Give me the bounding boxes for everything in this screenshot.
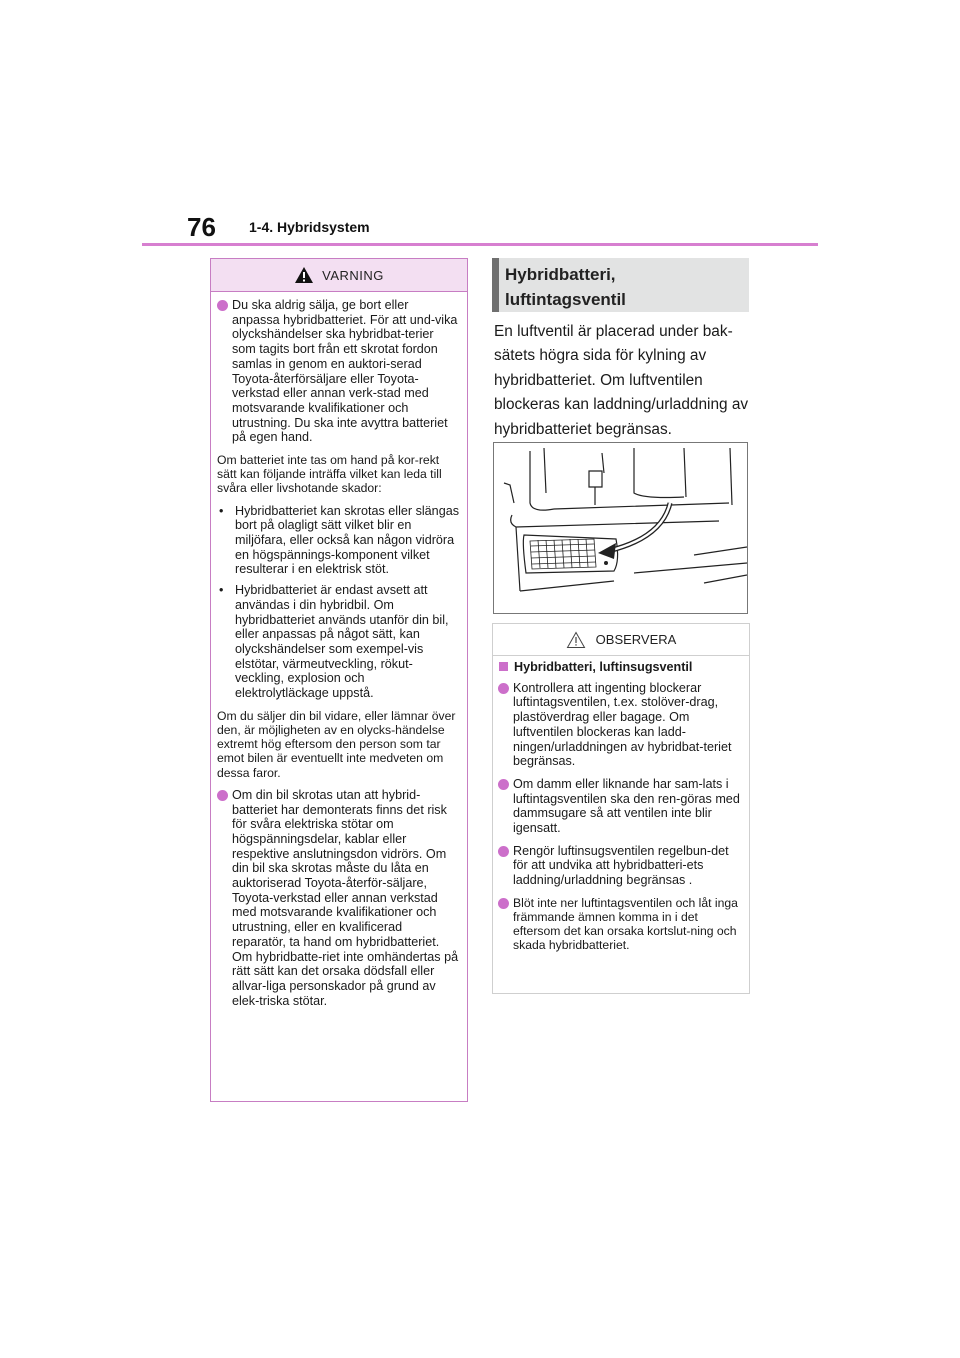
warning-title: VARNING <box>322 267 384 283</box>
rear-seat-vent-drawing <box>494 443 747 613</box>
notice-bullet <box>498 844 741 888</box>
warning-triangle-icon <box>294 266 314 284</box>
notice-bullet-text: Om damm eller liknande har sam-lats i luftintagsventilen ska den ren-göras med dammsugare så att ventilen inte blir igensatt. <box>513 776 740 836</box>
section-heading-line: Hybridbatteri, <box>505 265 616 284</box>
notice-body <box>493 656 749 953</box>
list-bullet-mark: • <box>219 583 224 598</box>
warning-box <box>210 258 468 1102</box>
list-item <box>217 583 459 701</box>
bullet-dot-icon <box>217 300 228 311</box>
warning-header <box>211 259 467 292</box>
notice-bullet-text: Kontrollera att ingenting blockerar luftintagsventilen, t.ex. stolöver-drag, plastöverdrag eller bagage. Om luftventilen blockeras kan ladd-ningen/urladdningen av hybridbat-teriet begränsas. <box>513 680 732 769</box>
notice-bullet <box>498 777 741 836</box>
section-body-text: En luftventil är placerad under bak-sätets högra sida för kylning av hybridbatteriet. Om luftventilen blockeras kan laddning/urladdning av hybridbatteriet begränsas. <box>494 323 749 438</box>
header-rule <box>142 243 818 246</box>
notice-bullet <box>498 896 741 953</box>
notice-title: OBSERVERA <box>595 632 677 647</box>
caution-triangle-icon <box>566 631 586 649</box>
warning-body <box>211 292 467 1008</box>
warning-bullet-text: Om din bil skrotas utan att hybrid-batteriet har demonterats finns det risk för svåra elektriska stötar om högspänningsdelar, kablar eller respektive anslutningsdon vidrörs. Om din bil ska skrotas måste du låta en auktoriserad Toyota-återför-säljare, Toyota-verkstad eller annan verkstad med motsvarande kvalifikationer och utrustning, eller en kvalificerad reparatör, ta hand om hybridbatteriet. Om hybridbatte-riet inte omhändertas på rätt sätt kan det orsaka dödsfall eller allvar-liga personskador på grund av elek-triska stötar. <box>232 787 459 1008</box>
notice-bullet-text: Blöt inte ner luftintagsventilen och låt inga främmande ämnen komma in i det eftersom det kan orsaka kortslut-ning och skada hybridbatteriet. <box>513 895 738 953</box>
warning-bullet <box>217 788 459 1009</box>
warning-sub-list <box>217 504 459 701</box>
bullet-dot-icon <box>217 790 228 801</box>
notice-box <box>492 623 750 994</box>
warning-paragraph: Om batteriet inte tas om hand på kor-rekt sätt kan följande inträffa vilket kan leda till svåra eller livshotande skador: <box>217 453 442 496</box>
warning-paragraph: Om du säljer din bil vidare, eller lämnar över den, är möjligheten av en olycks-händelse extremt hög eftersom den person som tar emot bilen är eventuellt inte medveten om dessa faror. <box>217 708 456 780</box>
bullet-dot-icon <box>498 898 509 909</box>
bullet-dot-icon <box>498 779 509 790</box>
section-heading <box>492 258 749 312</box>
list-bullet-mark: • <box>219 503 224 518</box>
square-bullet-icon <box>499 662 508 671</box>
list-item-text: Hybridbatteriet kan skrotas eller slängas bort på olagligt sätt vilket blir en miljöfara, eller också kan någon vidröra en högspännings-komponent vilket resulterar i en elektrisk stöt. <box>235 503 459 577</box>
page-number: 76 <box>187 212 216 242</box>
bullet-dot-icon <box>498 846 509 857</box>
notice-subheading-text: Hybridbatteri, luftinsugsventil <box>514 660 693 674</box>
list-item <box>217 504 459 578</box>
notice-bullet-text: Rengör luftinsugsventilen regelbun-det för att undvika att hybridbatteri-ets laddning/urladdning begränsas . <box>513 843 729 888</box>
section-title: 1-4. Hybridsystem <box>249 219 370 235</box>
notice-header <box>493 624 749 656</box>
section-heading-line: luftintagsventil <box>505 290 626 309</box>
warning-bullet <box>217 298 459 445</box>
notice-bullet <box>498 681 741 769</box>
notice-subheading <box>498 660 741 675</box>
bullet-dot-icon <box>498 683 509 694</box>
warning-bullet-text: Du ska aldrig sälja, ge bort eller anpassa hybridbatteriet. För att und-vika olyckshändelser ska hybridbat-terier som tagits bort från ett skrotat fordon samlas in genom en auktori-serad Toyota-återförsäljare eller Toyota-verkstad eller annan verk-stad med motsvarande kvalifikationer och utrustning. Du ska inte avyttra batteriet på egen hand. <box>232 298 458 445</box>
vent-illustration <box>493 442 748 614</box>
list-item-text: Hybridbatteriet är endast avsett att användas i din hybridbil. Om hybridbatteriet används utanför din bil, eller anpassas på något sätt, kan olyckshändelser som exempel-vis elstötar, värmeutveckling, rökut-veckling, explosion och elektrolytläckage uppstå. <box>235 583 449 701</box>
